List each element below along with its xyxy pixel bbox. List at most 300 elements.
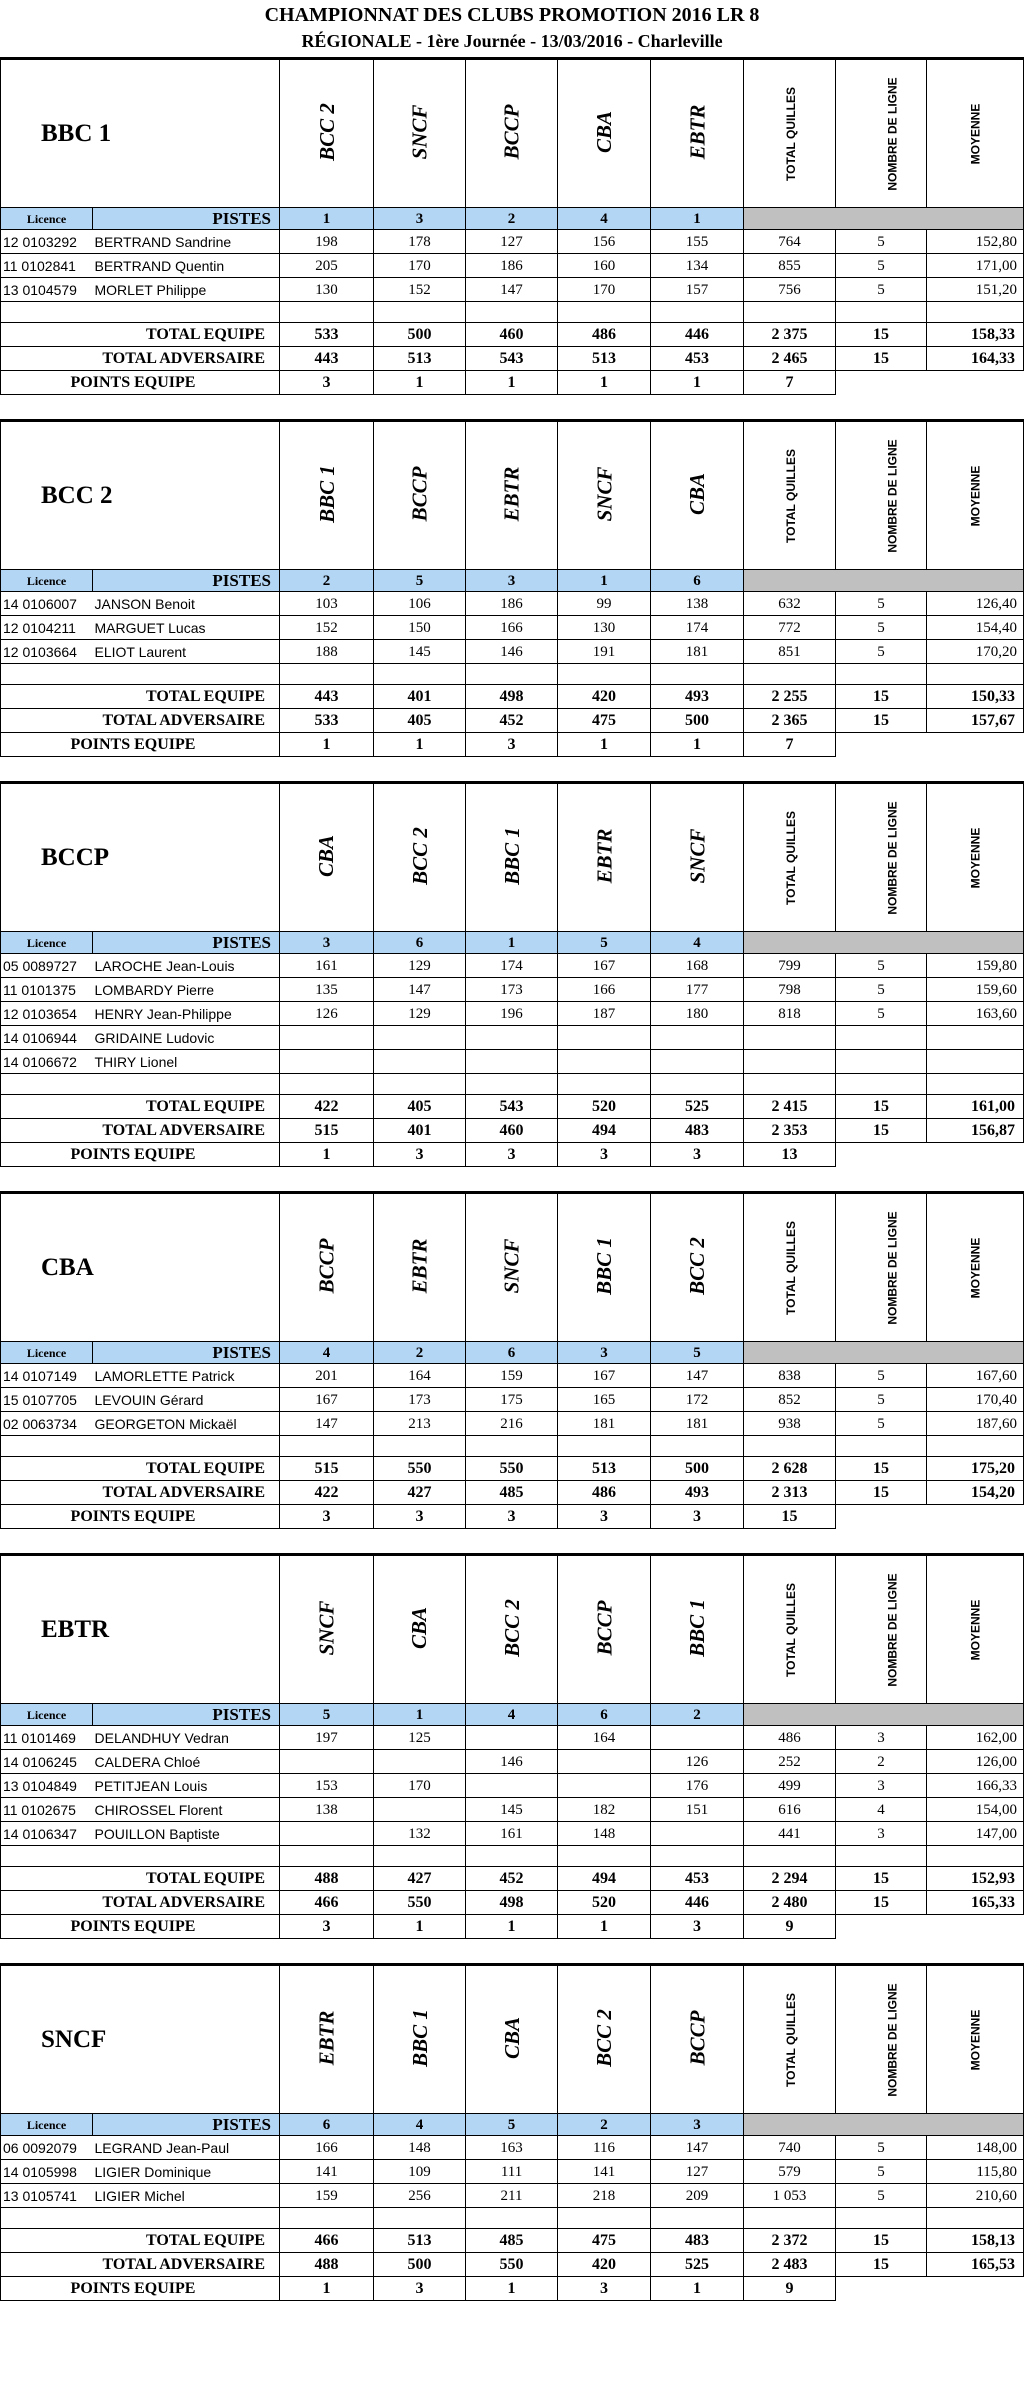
opponent-name-cell xyxy=(374,60,466,208)
total-adversaire-score: 401 xyxy=(374,1119,466,1143)
total-equipe-score: 485 xyxy=(466,2229,558,2253)
piste-number: 4 xyxy=(466,1704,558,1726)
total-equipe-score: 513 xyxy=(558,1457,651,1481)
points-equipe-score: 1 xyxy=(466,1915,558,1939)
spacer-cell xyxy=(744,664,836,685)
player-score: 141 xyxy=(558,2160,651,2184)
opponent-name: CBA xyxy=(685,472,710,516)
player-score: 150 xyxy=(374,616,466,640)
player-score: 182 xyxy=(558,1798,651,1822)
player-lignes: 5 xyxy=(836,978,927,1002)
player-total: 252 xyxy=(744,1750,836,1774)
total-adversaire-score: 443 xyxy=(280,347,374,371)
pistes-grey-fill xyxy=(744,1342,1024,1364)
spacer-cell xyxy=(466,302,558,323)
player-row xyxy=(1,2136,1024,2160)
total-adversaire-score: 422 xyxy=(280,1481,374,1505)
player-score: 181 xyxy=(651,1412,744,1436)
player-score: 109 xyxy=(374,2160,466,2184)
player-score: 148 xyxy=(374,2136,466,2160)
total-adversaire-score: 483 xyxy=(651,1119,744,1143)
total-adversaire-score: 543 xyxy=(466,347,558,371)
total-quilles-header-cell xyxy=(744,60,836,208)
spacer-cell xyxy=(466,664,558,685)
spacer-cell xyxy=(927,1436,1024,1457)
player-name: LIGIER Michel xyxy=(93,2184,280,2208)
player-score: 168 xyxy=(651,954,744,978)
document-subtitle: RÉGIONALE - 1ère Journée - 13/03/2016 - Charleville xyxy=(301,31,723,51)
points-equipe-score: 3 xyxy=(558,1505,651,1529)
player-score xyxy=(558,1750,651,1774)
moyenne-header: MOYENNE xyxy=(968,1237,983,1298)
points-equipe-score: 3 xyxy=(374,1505,466,1529)
total-adversaire-label: TOTAL ADVERSAIRE xyxy=(1,347,280,371)
total-equipe-row xyxy=(1,2229,1024,2253)
total-equipe-score: 446 xyxy=(651,323,744,347)
player-score: 99 xyxy=(558,592,651,616)
player-score: 153 xyxy=(280,1774,374,1798)
player-total: 1 053 xyxy=(744,2184,836,2208)
points-equipe-score: 1 xyxy=(651,2277,744,2301)
piste-number: 4 xyxy=(280,1342,374,1364)
player-name: POUILLON Baptiste xyxy=(93,1822,280,1846)
empty-cell xyxy=(927,1915,1024,1939)
total-adversaire-moyenne: 165,53 xyxy=(927,2253,1024,2277)
player-score: 211 xyxy=(466,2184,558,2208)
block-gap xyxy=(0,395,1024,419)
points-equipe-score: 3 xyxy=(466,1143,558,1167)
total-adversaire-lignes: 15 xyxy=(836,347,927,371)
spacer-cell xyxy=(927,1074,1024,1095)
piste-number: 5 xyxy=(651,1342,744,1364)
player-score: 129 xyxy=(374,954,466,978)
spacer-cell xyxy=(927,1846,1024,1867)
total-equipe-label: TOTAL EQUIPE xyxy=(1,2229,280,2253)
player-moyenne: 115,80 xyxy=(927,2160,1024,2184)
opponent-name: BBC 1 xyxy=(407,2009,432,2067)
player-moyenne: 151,20 xyxy=(927,278,1024,302)
player-name: LAMORLETTE Patrick xyxy=(93,1364,280,1388)
player-score: 161 xyxy=(280,954,374,978)
total-adversaire-row xyxy=(1,2253,1024,2277)
opponent-name-cell xyxy=(466,1556,558,1704)
player-score: 138 xyxy=(651,592,744,616)
points-equipe-score: 3 xyxy=(374,2277,466,2301)
player-score xyxy=(466,1774,558,1798)
player-name: BERTRAND Quentin xyxy=(93,254,280,278)
points-equipe-score: 3 xyxy=(651,1915,744,1939)
opponent-name-cell xyxy=(280,784,374,932)
block-gap xyxy=(0,1529,1024,1553)
club-name: SNCF xyxy=(1,1966,280,2114)
player-name: GEORGETON Mickaël xyxy=(93,1412,280,1436)
total-quilles-header: TOTAL QUILLES xyxy=(784,86,799,181)
opponent-name: BBC 1 xyxy=(592,1237,617,1295)
spacer-cell xyxy=(836,2208,927,2229)
player-score: 130 xyxy=(558,616,651,640)
spacer-cell xyxy=(280,1846,374,1867)
opponent-name: BCC 2 xyxy=(592,2009,617,2067)
piste-number: 5 xyxy=(466,2114,558,2136)
total-equipe-moyenne: 152,93 xyxy=(927,1867,1024,1891)
player-licence: 12 0103654 xyxy=(1,1002,93,1026)
total-adversaire-score: 420 xyxy=(558,2253,651,2277)
player-row xyxy=(1,954,1024,978)
pistes-label: PISTES xyxy=(93,1342,280,1364)
player-score: 170 xyxy=(374,1774,466,1798)
total-adversaire-total: 2 353 xyxy=(744,1119,836,1143)
total-equipe-score: 520 xyxy=(558,1095,651,1119)
points-equipe-row xyxy=(1,2277,1024,2301)
nombre-de-ligne-header-cell xyxy=(836,784,927,932)
points-equipe-score: 1 xyxy=(466,2277,558,2301)
spacer-cell xyxy=(927,2208,1024,2229)
player-score: 135 xyxy=(280,978,374,1002)
spacer-cell xyxy=(558,664,651,685)
total-equipe-score: 498 xyxy=(466,685,558,709)
player-score xyxy=(374,1798,466,1822)
player-score: 147 xyxy=(280,1412,374,1436)
club-block xyxy=(0,781,1024,1167)
points-equipe-row xyxy=(1,1915,1024,1939)
total-equipe-row xyxy=(1,323,1024,347)
total-adversaire-score: 550 xyxy=(466,2253,558,2277)
total-equipe-total: 2 294 xyxy=(744,1867,836,1891)
spacer-cell xyxy=(558,1846,651,1867)
piste-number: 2 xyxy=(558,2114,651,2136)
opponent-name: CBA xyxy=(592,110,616,154)
player-score: 126 xyxy=(280,1002,374,1026)
player-row xyxy=(1,1050,1024,1074)
empty-cell xyxy=(836,733,927,757)
points-equipe-label: POINTS EQUIPE xyxy=(1,1505,280,1529)
total-equipe-row xyxy=(1,1457,1024,1481)
total-equipe-total: 2 415 xyxy=(744,1095,836,1119)
points-equipe-score: 1 xyxy=(651,733,744,757)
player-score: 132 xyxy=(374,1822,466,1846)
opponent-name-cell xyxy=(466,1966,558,2114)
spacer-cell xyxy=(558,2208,651,2229)
player-score: 216 xyxy=(466,1412,558,1436)
total-adversaire-score: 525 xyxy=(651,2253,744,2277)
player-name: CHIROSSEL Florent xyxy=(93,1798,280,1822)
player-total: 499 xyxy=(744,1774,836,1798)
player-score xyxy=(558,1050,651,1074)
total-equipe-score: 443 xyxy=(280,685,374,709)
player-name: LEGRAND Jean-Paul xyxy=(93,2136,280,2160)
player-row xyxy=(1,278,1024,302)
total-equipe-label: TOTAL EQUIPE xyxy=(1,323,280,347)
total-adversaire-row xyxy=(1,1119,1024,1143)
player-score: 126 xyxy=(651,1750,744,1774)
spacer-cell xyxy=(651,1436,744,1457)
player-licence: 12 0104211 xyxy=(1,616,93,640)
total-equipe-score: 493 xyxy=(651,685,744,709)
total-equipe-score: 422 xyxy=(280,1095,374,1119)
player-moyenne: 154,00 xyxy=(927,1798,1024,1822)
total-quilles-header-cell xyxy=(744,1966,836,2114)
opponent-name-cell xyxy=(651,1194,744,1342)
nombre-de-ligne-header-cell xyxy=(836,1194,927,1342)
player-row xyxy=(1,2184,1024,2208)
spacer-cell xyxy=(836,1846,927,1867)
player-score: 103 xyxy=(280,592,374,616)
player-total: 441 xyxy=(744,1822,836,1846)
points-equipe-score: 1 xyxy=(374,1915,466,1939)
opponent-name-cell xyxy=(280,1556,374,1704)
piste-number: 6 xyxy=(374,932,466,954)
player-name: DELANDHUY Vedran xyxy=(93,1726,280,1750)
player-row xyxy=(1,1002,1024,1026)
total-equipe-score: 494 xyxy=(558,1867,651,1891)
player-score xyxy=(651,1026,744,1050)
player-moyenne: 163,60 xyxy=(927,1002,1024,1026)
total-adversaire-row xyxy=(1,347,1024,371)
total-equipe-score: 486 xyxy=(558,323,651,347)
player-score: 151 xyxy=(651,1798,744,1822)
spacer-cell xyxy=(280,2208,374,2229)
total-adversaire-lignes: 15 xyxy=(836,2253,927,2277)
player-row xyxy=(1,1388,1024,1412)
spacer-cell xyxy=(1,1436,280,1457)
total-equipe-score: 401 xyxy=(374,685,466,709)
player-score: 218 xyxy=(558,2184,651,2208)
points-equipe-score: 1 xyxy=(651,371,744,395)
total-adversaire-score: 452 xyxy=(466,709,558,733)
player-row xyxy=(1,1750,1024,1774)
player-score: 163 xyxy=(466,2136,558,2160)
nombre-de-ligne-header: NOMBRE DE LIGNE xyxy=(885,1572,900,1687)
pistes-label: PISTES xyxy=(93,1704,280,1726)
player-score: 167 xyxy=(280,1388,374,1412)
points-equipe-row xyxy=(1,371,1024,395)
points-equipe-score: 1 xyxy=(280,2277,374,2301)
total-equipe-lignes: 15 xyxy=(836,685,927,709)
total-equipe-lignes: 15 xyxy=(836,1457,927,1481)
total-adversaire-moyenne: 164,33 xyxy=(927,347,1024,371)
club-name: BCCP xyxy=(1,784,280,932)
total-equipe-score: 550 xyxy=(374,1457,466,1481)
total-adversaire-score: 427 xyxy=(374,1481,466,1505)
player-name: GRIDAINE Ludovic xyxy=(93,1026,280,1050)
player-row xyxy=(1,1364,1024,1388)
player-score: 127 xyxy=(466,230,558,254)
total-adversaire-total: 2 313 xyxy=(744,1481,836,1505)
opponent-name: SNCF xyxy=(592,466,617,522)
player-score: 166 xyxy=(280,2136,374,2160)
player-score: 167 xyxy=(558,954,651,978)
total-quilles-header-cell xyxy=(744,422,836,570)
player-total xyxy=(744,1050,836,1074)
player-licence: 05 0089727 xyxy=(1,954,93,978)
total-adversaire-label: TOTAL ADVERSAIRE xyxy=(1,2253,280,2277)
player-score: 138 xyxy=(280,1798,374,1822)
total-adversaire-score: 498 xyxy=(466,1891,558,1915)
total-adversaire-score: 460 xyxy=(466,1119,558,1143)
piste-number: 2 xyxy=(466,208,558,230)
opponent-name-cell xyxy=(280,1966,374,2114)
piste-number: 6 xyxy=(466,1342,558,1364)
opponent-name: SNCF xyxy=(314,1600,339,1656)
total-adversaire-lignes: 15 xyxy=(836,1891,927,1915)
player-score xyxy=(558,1026,651,1050)
player-score: 186 xyxy=(466,254,558,278)
nombre-de-ligne-header: NOMBRE DE LIGNE xyxy=(885,76,900,191)
spacer-cell xyxy=(836,302,927,323)
opponent-name-cell xyxy=(374,1966,466,2114)
opponent-name-cell xyxy=(558,784,651,932)
player-score xyxy=(280,1050,374,1074)
total-adversaire-score: 533 xyxy=(280,709,374,733)
player-score: 130 xyxy=(280,278,374,302)
total-quilles-header-cell xyxy=(744,1556,836,1704)
player-score: 172 xyxy=(651,1388,744,1412)
player-score: 175 xyxy=(466,1388,558,1412)
empty-cell xyxy=(836,1505,927,1529)
player-score: 146 xyxy=(466,1750,558,1774)
player-moyenne: 166,33 xyxy=(927,1774,1024,1798)
points-equipe-score: 1 xyxy=(558,733,651,757)
piste-number: 3 xyxy=(374,208,466,230)
player-score xyxy=(466,1726,558,1750)
total-adversaire-label: TOTAL ADVERSAIRE xyxy=(1,1891,280,1915)
total-adversaire-label: TOTAL ADVERSAIRE xyxy=(1,1481,280,1505)
piste-number: 2 xyxy=(374,1342,466,1364)
player-score xyxy=(374,1050,466,1074)
club-block xyxy=(0,419,1024,757)
player-score: 176 xyxy=(651,1774,744,1798)
piste-number: 3 xyxy=(466,570,558,592)
player-lignes xyxy=(836,1026,927,1050)
spacer-cell xyxy=(836,664,927,685)
empty-cell xyxy=(927,733,1024,757)
moyenne-header-cell xyxy=(927,60,1024,208)
opponent-name-cell xyxy=(466,60,558,208)
player-score: 180 xyxy=(651,1002,744,1026)
player-score: 198 xyxy=(280,230,374,254)
player-score xyxy=(280,1026,374,1050)
player-total: 799 xyxy=(744,954,836,978)
player-moyenne: 159,60 xyxy=(927,978,1024,1002)
opponent-name-cell xyxy=(280,1194,374,1342)
player-score: 147 xyxy=(466,278,558,302)
player-score: 166 xyxy=(466,616,558,640)
player-licence: 14 0106347 xyxy=(1,1822,93,1846)
total-adversaire-total: 2 465 xyxy=(744,347,836,371)
player-score xyxy=(466,1026,558,1050)
player-licence: 13 0104849 xyxy=(1,1774,93,1798)
opponent-name: BCCP xyxy=(685,2010,710,2066)
points-equipe-label: POINTS EQUIPE xyxy=(1,371,280,395)
player-score xyxy=(280,1750,374,1774)
player-moyenne: 187,60 xyxy=(927,1412,1024,1436)
player-moyenne: 148,00 xyxy=(927,2136,1024,2160)
player-licence: 14 0107149 xyxy=(1,1364,93,1388)
player-lignes: 5 xyxy=(836,1412,927,1436)
spacer-cell xyxy=(374,302,466,323)
total-adversaire-row xyxy=(1,709,1024,733)
player-moyenne: 154,40 xyxy=(927,616,1024,640)
moyenne-header: MOYENNE xyxy=(968,1599,982,1660)
player-total: 938 xyxy=(744,1412,836,1436)
player-score: 147 xyxy=(651,2136,744,2160)
spacer-cell xyxy=(927,302,1024,323)
club-blocks xyxy=(0,57,1024,2301)
points-equipe-score: 3 xyxy=(280,371,374,395)
points-equipe-score: 3 xyxy=(374,1143,466,1167)
points-equipe-total: 13 xyxy=(744,1143,836,1167)
total-equipe-label: TOTAL EQUIPE xyxy=(1,1867,280,1891)
opponent-name-cell xyxy=(280,60,374,208)
points-equipe-row xyxy=(1,1505,1024,1529)
spacer-cell xyxy=(836,1074,927,1095)
player-score: 167 xyxy=(558,1364,651,1388)
total-adversaire-row xyxy=(1,1481,1024,1505)
player-total: 855 xyxy=(744,254,836,278)
total-equipe-lignes: 15 xyxy=(836,323,927,347)
pistes-label: PISTES xyxy=(93,932,280,954)
total-equipe-moyenne: 158,13 xyxy=(927,2229,1024,2253)
opponent-name: BCCP xyxy=(407,466,432,522)
opponent-name-cell xyxy=(558,1194,651,1342)
player-score xyxy=(466,1050,558,1074)
spacer-cell xyxy=(1,664,280,685)
piste-number: 5 xyxy=(280,1704,374,1726)
player-score: 160 xyxy=(558,254,651,278)
block-gap xyxy=(0,757,1024,781)
player-total: 740 xyxy=(744,2136,836,2160)
player-name: LAROCHE Jean-Louis xyxy=(93,954,280,978)
player-moyenne: 126,00 xyxy=(927,1750,1024,1774)
total-equipe-score: 483 xyxy=(651,2229,744,2253)
pistes-grey-fill xyxy=(744,2114,1024,2136)
piste-number: 3 xyxy=(558,1342,651,1364)
player-licence: 13 0104579 xyxy=(1,278,93,302)
player-score: 187 xyxy=(558,1002,651,1026)
player-licence: 14 0106007 xyxy=(1,592,93,616)
player-licence: 14 0106672 xyxy=(1,1050,93,1074)
player-licence: 06 0092079 xyxy=(1,2136,93,2160)
player-moyenne: 162,00 xyxy=(927,1726,1024,1750)
spacer-cell xyxy=(1,1846,280,1867)
licence-header: Licence xyxy=(1,1704,93,1726)
piste-number: 5 xyxy=(558,932,651,954)
spacer-cell xyxy=(927,664,1024,685)
player-moyenne: 167,60 xyxy=(927,1364,1024,1388)
player-score: 157 xyxy=(651,278,744,302)
opponent-name: CBA xyxy=(499,2016,524,2060)
opponent-name-cell xyxy=(651,60,744,208)
opponent-name-cell xyxy=(558,1556,651,1704)
player-score: 111 xyxy=(466,2160,558,2184)
opponent-name: BCC 2 xyxy=(499,1599,524,1657)
player-licence: 15 0107705 xyxy=(1,1388,93,1412)
player-score: 197 xyxy=(280,1726,374,1750)
piste-number: 2 xyxy=(280,570,374,592)
player-score: 129 xyxy=(374,1002,466,1026)
opponent-name-cell xyxy=(651,1966,744,2114)
player-name: LEVOUIN Gérard xyxy=(93,1388,280,1412)
opponent-name-cell xyxy=(558,1966,651,2114)
total-adversaire-total: 2 365 xyxy=(744,709,836,733)
player-licence: 12 0103292 xyxy=(1,230,93,254)
player-score: 159 xyxy=(466,1364,558,1388)
opponent-name: SNCF xyxy=(499,1238,524,1294)
spacer-cell xyxy=(651,1846,744,1867)
spacer-cell xyxy=(1,1074,280,1095)
spacer-cell xyxy=(374,664,466,685)
player-score xyxy=(374,1750,466,1774)
